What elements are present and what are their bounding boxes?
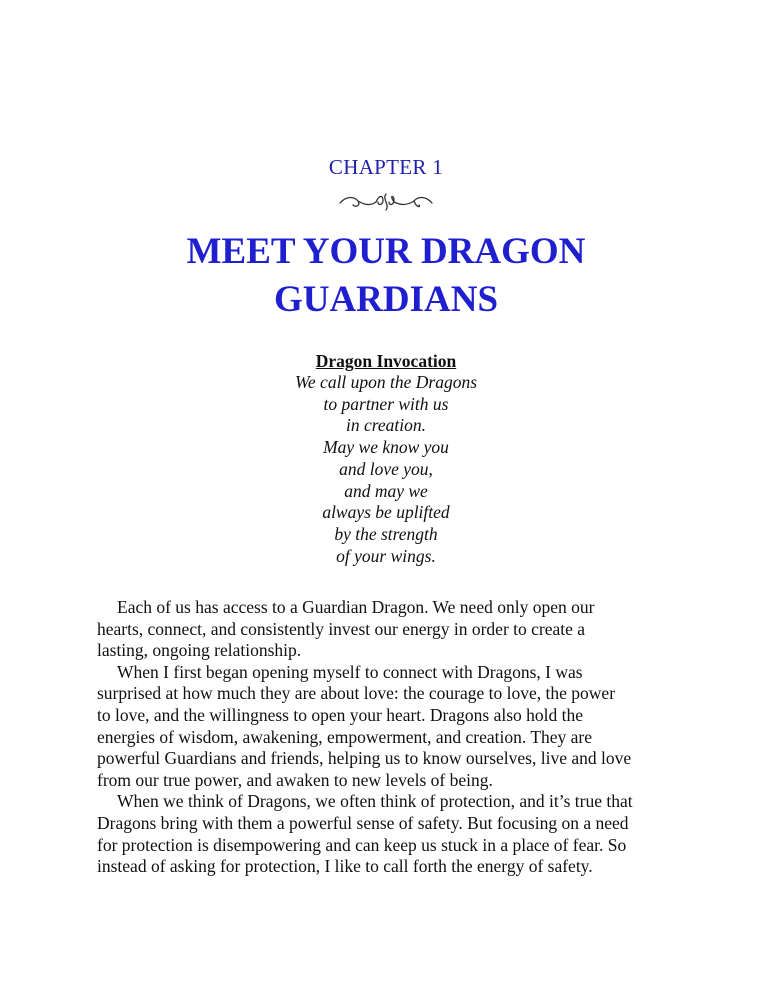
body-text (97, 597, 687, 878)
paragraph-1-line: lasting, ongoing relationship. (97, 640, 302, 661)
paragraph-2-line: from our true power, and awaken to new levels of being. (97, 769, 493, 790)
invocation-line: to partner with us (323, 393, 449, 414)
chapter-label: CHAPTER 1 (328, 155, 444, 179)
invocation-line: by the strength (334, 523, 438, 544)
invocation-line: and love you, (339, 458, 433, 479)
invocation-block (0, 350, 772, 567)
paragraph-3-line: Dragons bring with them a powerful sense of safety. But focusing on a need (97, 812, 629, 833)
paragraph-1-line: hearts, connect, and consistently invest our energy in order to create a (97, 618, 586, 639)
chapter-title-line-1: MEET YOUR DRAGON (186, 231, 586, 272)
paragraph-1-line: Each of us has access to a Guardian Dragon. We need only open our (117, 597, 595, 617)
flourish-divider-icon (336, 190, 436, 214)
chapter-title-line-2: GUARDIANS (273, 279, 499, 320)
invocation-line: May we know you (323, 437, 449, 458)
paragraph-3-line: When we think of Dragons, we often think of protection, and it’s true that (117, 791, 633, 812)
chapter-title (0, 228, 772, 324)
invocation-heading: Dragon Invocation (315, 351, 457, 371)
paragraph-2-line: to love, and the willingness to open your heart. Dragons also hold the (97, 704, 584, 725)
paragraph-3-line: instead of asking for protection, I like to call forth the energy of safety. (97, 856, 593, 877)
invocation-line: We call upon the Dragons (294, 372, 478, 392)
invocation-line: and may we (344, 480, 428, 501)
invocation-line: in creation. (345, 415, 427, 436)
paragraph-2-line: energies of wisdom, awakening, empowerment, and creation. They are (97, 726, 593, 747)
invocation-line: of your wings. (336, 545, 436, 566)
paragraph-2-line: When I first began opening myself to connect with Dragons, I was (117, 661, 583, 682)
paragraph-2-line: powerful Guardians and friends, helping us to know ourselves, live and love (97, 748, 632, 769)
paragraph-3-line: for protection is disempowering and can keep us stuck in a place of fear. So (97, 834, 627, 855)
invocation-line: always be uplifted (322, 502, 450, 523)
paragraph-2-line: surprised at how much they are about love: the courage to love, the power (97, 683, 616, 704)
